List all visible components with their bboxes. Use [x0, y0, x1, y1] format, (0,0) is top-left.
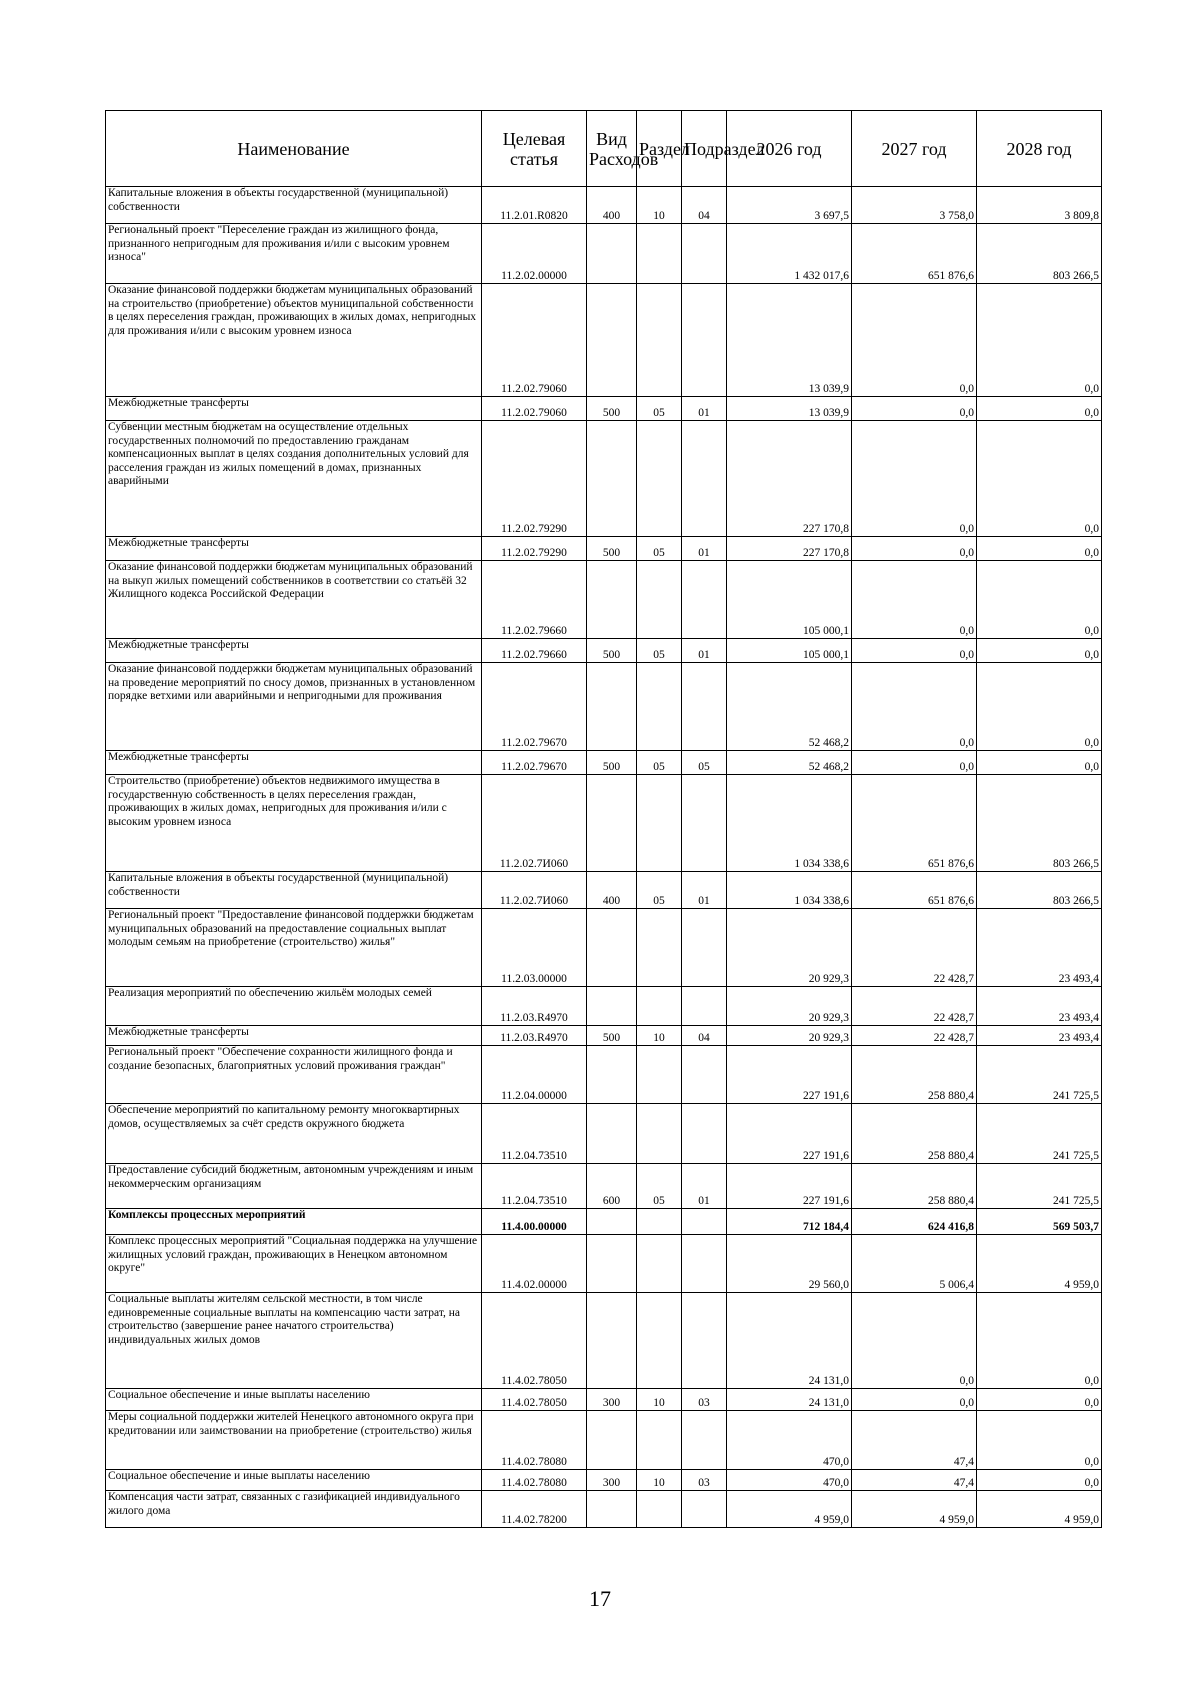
row-podrazdel-code — [682, 775, 727, 872]
row-razdel-code — [637, 1046, 682, 1104]
row-vid-code — [587, 1046, 637, 1104]
row-name: Оказание финансовой поддержки бюджетам муниципальных образований на строительство (приобретение) объектов муниципальной собственности в целях переселения граждан, проживающих в жилых домах, непригодных для проживания и/или с высоким уровнем износа — [106, 284, 482, 397]
row-name: Региональный проект "Обеспечение сохранности жилищного фонда и создание безопасных, благоприятных условий проживания граждан" — [106, 1046, 482, 1104]
row-target-code: 11.2.02.79290 — [482, 537, 587, 561]
row-value-2026: 20 929,3 — [727, 987, 852, 1026]
header-2026: 2026 год — [727, 111, 852, 187]
row-value-2026: 29 560,0 — [727, 1235, 852, 1293]
row-podrazdel-code: 03 — [682, 1389, 727, 1411]
row-target-code: 11.2.02.79660 — [482, 639, 587, 663]
row-podrazdel-code — [682, 1209, 727, 1235]
row-value-2027: 0,0 — [852, 1389, 977, 1411]
row-razdel-code — [637, 663, 682, 751]
row-name: Строительство (приобретение) объектов недвижимого имущества в государственную собственность в целях переселения граждан, проживающих в жилых домах, непригодных для проживания и/или с высоким уровнем износа — [106, 775, 482, 872]
row-name: Региональный проект "Переселение граждан из жилищного фонда, признанного непригодным для проживания и/или с высоким уровнем износа" — [106, 224, 482, 284]
row-podrazdel-code — [682, 561, 727, 639]
row-podrazdel-code — [682, 1104, 727, 1164]
row-vid-code: 400 — [587, 187, 637, 224]
row-value-2028: 0,0 — [977, 397, 1102, 421]
row-value-2027: 258 880,4 — [852, 1046, 977, 1104]
row-podrazdel-code: 04 — [682, 187, 727, 224]
row-razdel-code — [637, 1209, 682, 1235]
header-podrazdel: Подраздел — [682, 111, 727, 187]
table-row — [106, 1235, 1102, 1293]
row-target-code: 11.2.02.79660 — [482, 561, 587, 639]
row-value-2028: 23 493,4 — [977, 1026, 1102, 1046]
table-row — [106, 1046, 1102, 1104]
table-row — [106, 1491, 1102, 1528]
row-value-2027: 22 428,7 — [852, 987, 977, 1026]
row-name: Обеспечение мероприятий по капитальному ремонту многоквартирных домов, осуществляемых за счёт средств окружного бюджета — [106, 1104, 482, 1164]
table-row — [106, 284, 1102, 397]
row-name: Меры социальной поддержки жителей Ненецкого автономного округа при кредитовании или заимствовании на приобретение (строительство) жилья — [106, 1411, 482, 1470]
row-target-code: 11.2.02.79290 — [482, 421, 587, 537]
table-row — [106, 1209, 1102, 1235]
row-podrazdel-code — [682, 909, 727, 987]
header-name: Наименование — [106, 111, 482, 187]
row-vid-code — [587, 224, 637, 284]
row-value-2028: 803 266,5 — [977, 775, 1102, 872]
row-vid-code — [587, 284, 637, 397]
row-podrazdel-code: 05 — [682, 751, 727, 775]
row-target-code: 11.4.02.78050 — [482, 1389, 587, 1411]
table-header-row — [106, 111, 1102, 187]
row-vid-code — [587, 987, 637, 1026]
row-vid-code: 500 — [587, 639, 637, 663]
row-razdel-code — [637, 1235, 682, 1293]
row-value-2027: 258 880,4 — [852, 1164, 977, 1209]
row-value-2026: 1 034 338,6 — [727, 872, 852, 909]
row-value-2027: 651 876,6 — [852, 224, 977, 284]
table-row — [106, 561, 1102, 639]
row-razdel-code — [637, 1411, 682, 1470]
table-row — [106, 224, 1102, 284]
row-target-code: 11.2.02.7И060 — [482, 872, 587, 909]
row-razdel-code — [637, 909, 682, 987]
row-value-2027: 0,0 — [852, 397, 977, 421]
row-value-2026: 105 000,1 — [727, 639, 852, 663]
row-podrazdel-code: 01 — [682, 639, 727, 663]
row-vid-code — [587, 1411, 637, 1470]
row-value-2028: 0,0 — [977, 537, 1102, 561]
row-target-code: 11.4.02.00000 — [482, 1235, 587, 1293]
row-name: Оказание финансовой поддержки бюджетам муниципальных образований на выкуп жилых помещений собственников в соответствии со статьёй 32 Жилищного кодекса Российской Федерации — [106, 561, 482, 639]
row-name: Социальное обеспечение и иные выплаты населению — [106, 1389, 482, 1411]
row-value-2028: 241 725,5 — [977, 1046, 1102, 1104]
row-vid-code: 400 — [587, 872, 637, 909]
row-target-code: 11.2.02.7И060 — [482, 775, 587, 872]
row-podrazdel-code — [682, 421, 727, 537]
row-razdel-code — [637, 284, 682, 397]
row-value-2026: 13 039,9 — [727, 397, 852, 421]
row-value-2027: 22 428,7 — [852, 909, 977, 987]
table-row — [106, 1104, 1102, 1164]
row-value-2027: 3 758,0 — [852, 187, 977, 224]
header-target: Целевая статья — [482, 111, 587, 187]
row-target-code: 11.2.04.00000 — [482, 1046, 587, 1104]
row-razdel-code — [637, 224, 682, 284]
row-razdel-code: 05 — [637, 872, 682, 909]
budget-table — [105, 110, 1102, 1528]
row-value-2028: 0,0 — [977, 561, 1102, 639]
row-name: Межбюджетные трансферты — [106, 1026, 482, 1046]
row-value-2027: 0,0 — [852, 663, 977, 751]
row-vid-code: 500 — [587, 537, 637, 561]
row-name: Компенсация части затрат, связанных с газификацией индивидуального жилого дома — [106, 1491, 482, 1528]
row-podrazdel-code — [682, 224, 727, 284]
table-row — [106, 639, 1102, 663]
table-row — [106, 987, 1102, 1026]
table-row — [106, 775, 1102, 872]
header-2028: 2028 год — [977, 111, 1102, 187]
page-number: 17 — [589, 1586, 611, 1611]
row-value-2028: 23 493,4 — [977, 909, 1102, 987]
table-row — [106, 187, 1102, 224]
row-value-2027: 22 428,7 — [852, 1026, 977, 1046]
table-row — [106, 1026, 1102, 1046]
row-podrazdel-code — [682, 1235, 727, 1293]
row-vid-code — [587, 663, 637, 751]
table-row — [106, 663, 1102, 751]
row-target-code: 11.2.04.73510 — [482, 1164, 587, 1209]
row-value-2028: 0,0 — [977, 663, 1102, 751]
row-vid-code: 600 — [587, 1164, 637, 1209]
row-vid-code — [587, 1104, 637, 1164]
row-name: Межбюджетные трансферты — [106, 537, 482, 561]
row-razdel-code: 10 — [637, 1389, 682, 1411]
table-row — [106, 397, 1102, 421]
row-target-code: 11.4.02.78050 — [482, 1293, 587, 1389]
row-razdel-code: 05 — [637, 397, 682, 421]
row-target-code: 11.2.04.73510 — [482, 1104, 587, 1164]
table-row — [106, 1164, 1102, 1209]
row-razdel-code: 10 — [637, 187, 682, 224]
row-value-2028: 0,0 — [977, 1411, 1102, 1470]
row-target-code: 11.2.01.R0820 — [482, 187, 587, 224]
row-vid-code — [587, 909, 637, 987]
table-row — [106, 909, 1102, 987]
row-target-code: 11.4.02.78200 — [482, 1491, 587, 1528]
row-vid-code — [587, 421, 637, 537]
row-value-2027: 0,0 — [852, 284, 977, 397]
row-razdel-code — [637, 561, 682, 639]
row-target-code: 11.2.03.00000 — [482, 909, 587, 987]
header-razdel: Раздел — [637, 111, 682, 187]
table-row — [106, 751, 1102, 775]
row-name: Региональный проект "Предоставление финансовой поддержки бюджетам муниципальных образований на предоставление социальных выплат молодым семьям на приобретение (строительство) жилья" — [106, 909, 482, 987]
row-value-2026: 227 170,8 — [727, 537, 852, 561]
row-value-2026: 227 191,6 — [727, 1104, 852, 1164]
table-row — [106, 1470, 1102, 1491]
row-name: Предоставление субсидий бюджетным, автономным учреждениям и иным некоммерческим организациям — [106, 1164, 482, 1209]
row-value-2027: 47,4 — [852, 1470, 977, 1491]
row-value-2026: 24 131,0 — [727, 1389, 852, 1411]
row-value-2026: 712 184,4 — [727, 1209, 852, 1235]
row-razdel-code: 05 — [637, 751, 682, 775]
row-value-2027: 0,0 — [852, 421, 977, 537]
row-value-2026: 13 039,9 — [727, 284, 852, 397]
row-razdel-code — [637, 421, 682, 537]
row-value-2026: 20 929,3 — [727, 909, 852, 987]
table-row — [106, 1411, 1102, 1470]
row-value-2026: 470,0 — [727, 1411, 852, 1470]
row-podrazdel-code: 01 — [682, 537, 727, 561]
row-name: Капитальные вложения в объекты государственной (муниципальной) собственности — [106, 872, 482, 909]
row-value-2028: 23 493,4 — [977, 987, 1102, 1026]
row-value-2027: 651 876,6 — [852, 775, 977, 872]
row-value-2026: 105 000,1 — [727, 561, 852, 639]
row-podrazdel-code — [682, 663, 727, 751]
row-name: Оказание финансовой поддержки бюджетам муниципальных образований на проведение мероприятий по сносу домов, признанных в установленном порядке ветхими или аварийными и непригодными для проживания — [106, 663, 482, 751]
row-value-2028: 241 725,5 — [977, 1104, 1102, 1164]
row-podrazdel-code: 01 — [682, 872, 727, 909]
row-vid-code — [587, 1491, 637, 1528]
row-value-2028: 0,0 — [977, 1293, 1102, 1389]
row-value-2028: 0,0 — [977, 751, 1102, 775]
row-value-2027: 0,0 — [852, 561, 977, 639]
row-value-2028: 0,0 — [977, 639, 1102, 663]
row-target-code: 11.2.02.00000 — [482, 224, 587, 284]
row-name: Межбюджетные трансферты — [106, 639, 482, 663]
table-body — [106, 187, 1102, 1528]
row-value-2026: 52 468,2 — [727, 751, 852, 775]
row-value-2026: 470,0 — [727, 1470, 852, 1491]
row-vid-code: 500 — [587, 751, 637, 775]
row-vid-code — [587, 775, 637, 872]
row-value-2027: 4 959,0 — [852, 1491, 977, 1528]
row-vid-code: 300 — [587, 1470, 637, 1491]
row-podrazdel-code — [682, 1293, 727, 1389]
row-name: Социальные выплаты жителям сельской местности, в том числе единовременные социальные выплаты на компенсацию части затрат, на строительство (завершение ранее начатого строительства) индивидуальных жилых домов — [106, 1293, 482, 1389]
row-value-2026: 1 034 338,6 — [727, 775, 852, 872]
row-name: Межбюджетные трансферты — [106, 397, 482, 421]
row-podrazdel-code — [682, 1411, 727, 1470]
row-razdel-code: 05 — [637, 639, 682, 663]
row-target-code: 11.4.00.00000 — [482, 1209, 587, 1235]
row-value-2028: 803 266,5 — [977, 872, 1102, 909]
row-value-2026: 20 929,3 — [727, 1026, 852, 1046]
row-target-code: 11.2.02.79060 — [482, 284, 587, 397]
row-value-2027: 651 876,6 — [852, 872, 977, 909]
row-value-2027: 258 880,4 — [852, 1104, 977, 1164]
row-target-code: 11.4.02.78080 — [482, 1470, 587, 1491]
row-podrazdel-code — [682, 284, 727, 397]
row-value-2026: 24 131,0 — [727, 1293, 852, 1389]
row-razdel-code — [637, 987, 682, 1026]
row-podrazdel-code — [682, 1046, 727, 1104]
row-vid-code: 500 — [587, 397, 637, 421]
table-row — [106, 1293, 1102, 1389]
row-value-2027: 5 006,4 — [852, 1235, 977, 1293]
row-value-2028: 0,0 — [977, 1389, 1102, 1411]
row-vid-code — [587, 1235, 637, 1293]
row-name: Субвенции местным бюджетам на осуществление отдельных государственных полномочий по предоставлению гражданам компенсационных выплат в целях создания дополнительных условий для расселения граждан из жилых помещений в домах, признанных аварийными — [106, 421, 482, 537]
row-value-2028: 0,0 — [977, 421, 1102, 537]
row-podrazdel-code — [682, 987, 727, 1026]
row-value-2026: 4 959,0 — [727, 1491, 852, 1528]
row-razdel-code: 05 — [637, 537, 682, 561]
header-vid: Вид Расходов — [587, 111, 637, 187]
table-row — [106, 1389, 1102, 1411]
row-target-code: 11.2.02.79670 — [482, 663, 587, 751]
row-podrazdel-code — [682, 1491, 727, 1528]
row-razdel-code — [637, 1491, 682, 1528]
row-name: Комплекс процессных мероприятий "Социальная поддержка на улучшение жилищных условий граждан, проживающих в Ненецком автономном округе" — [106, 1235, 482, 1293]
row-value-2027: 47,4 — [852, 1411, 977, 1470]
row-name: Комплексы процессных мероприятий — [106, 1209, 482, 1235]
row-target-code: 11.2.02.79670 — [482, 751, 587, 775]
row-value-2028: 0,0 — [977, 1470, 1102, 1491]
row-value-2028: 3 809,8 — [977, 187, 1102, 224]
row-podrazdel-code: 01 — [682, 397, 727, 421]
table-row — [106, 872, 1102, 909]
row-name: Капитальные вложения в объекты государственной (муниципальной) собственности — [106, 187, 482, 224]
row-vid-code: 500 — [587, 1026, 637, 1046]
row-target-code: 11.2.03.R4970 — [482, 987, 587, 1026]
row-razdel-code: 10 — [637, 1026, 682, 1046]
row-value-2027: 0,0 — [852, 751, 977, 775]
header-2027: 2027 год — [852, 111, 977, 187]
row-value-2027: 0,0 — [852, 537, 977, 561]
row-vid-code: 300 — [587, 1389, 637, 1411]
row-value-2028: 803 266,5 — [977, 224, 1102, 284]
row-razdel-code — [637, 775, 682, 872]
row-name: Социальное обеспечение и иные выплаты населению — [106, 1470, 482, 1491]
table-row — [106, 421, 1102, 537]
row-value-2028: 0,0 — [977, 284, 1102, 397]
row-value-2027: 0,0 — [852, 639, 977, 663]
row-target-code: 11.4.02.78080 — [482, 1411, 587, 1470]
row-value-2026: 227 191,6 — [727, 1164, 852, 1209]
row-vid-code — [587, 561, 637, 639]
row-value-2026: 227 191,6 — [727, 1046, 852, 1104]
row-razdel-code — [637, 1104, 682, 1164]
row-name: Реализация мероприятий по обеспечению жильём молодых семей — [106, 987, 482, 1026]
row-vid-code — [587, 1293, 637, 1389]
row-razdel-code: 05 — [637, 1164, 682, 1209]
row-podrazdel-code: 04 — [682, 1026, 727, 1046]
row-value-2028: 4 959,0 — [977, 1491, 1102, 1528]
row-value-2027: 624 416,8 — [852, 1209, 977, 1235]
table-row — [106, 537, 1102, 561]
row-razdel-code: 10 — [637, 1470, 682, 1491]
row-podrazdel-code: 01 — [682, 1164, 727, 1209]
row-value-2026: 52 468,2 — [727, 663, 852, 751]
row-value-2028: 241 725,5 — [977, 1164, 1102, 1209]
row-value-2028: 569 503,7 — [977, 1209, 1102, 1235]
row-target-code: 11.2.02.79060 — [482, 397, 587, 421]
row-value-2026: 227 170,8 — [727, 421, 852, 537]
row-value-2028: 4 959,0 — [977, 1235, 1102, 1293]
row-value-2026: 1 432 017,6 — [727, 224, 852, 284]
row-value-2026: 3 697,5 — [727, 187, 852, 224]
row-value-2027: 0,0 — [852, 1293, 977, 1389]
row-name: Межбюджетные трансферты — [106, 751, 482, 775]
row-target-code: 11.2.03.R4970 — [482, 1026, 587, 1046]
row-podrazdel-code: 03 — [682, 1470, 727, 1491]
row-razdel-code — [637, 1293, 682, 1389]
row-vid-code — [587, 1209, 637, 1235]
